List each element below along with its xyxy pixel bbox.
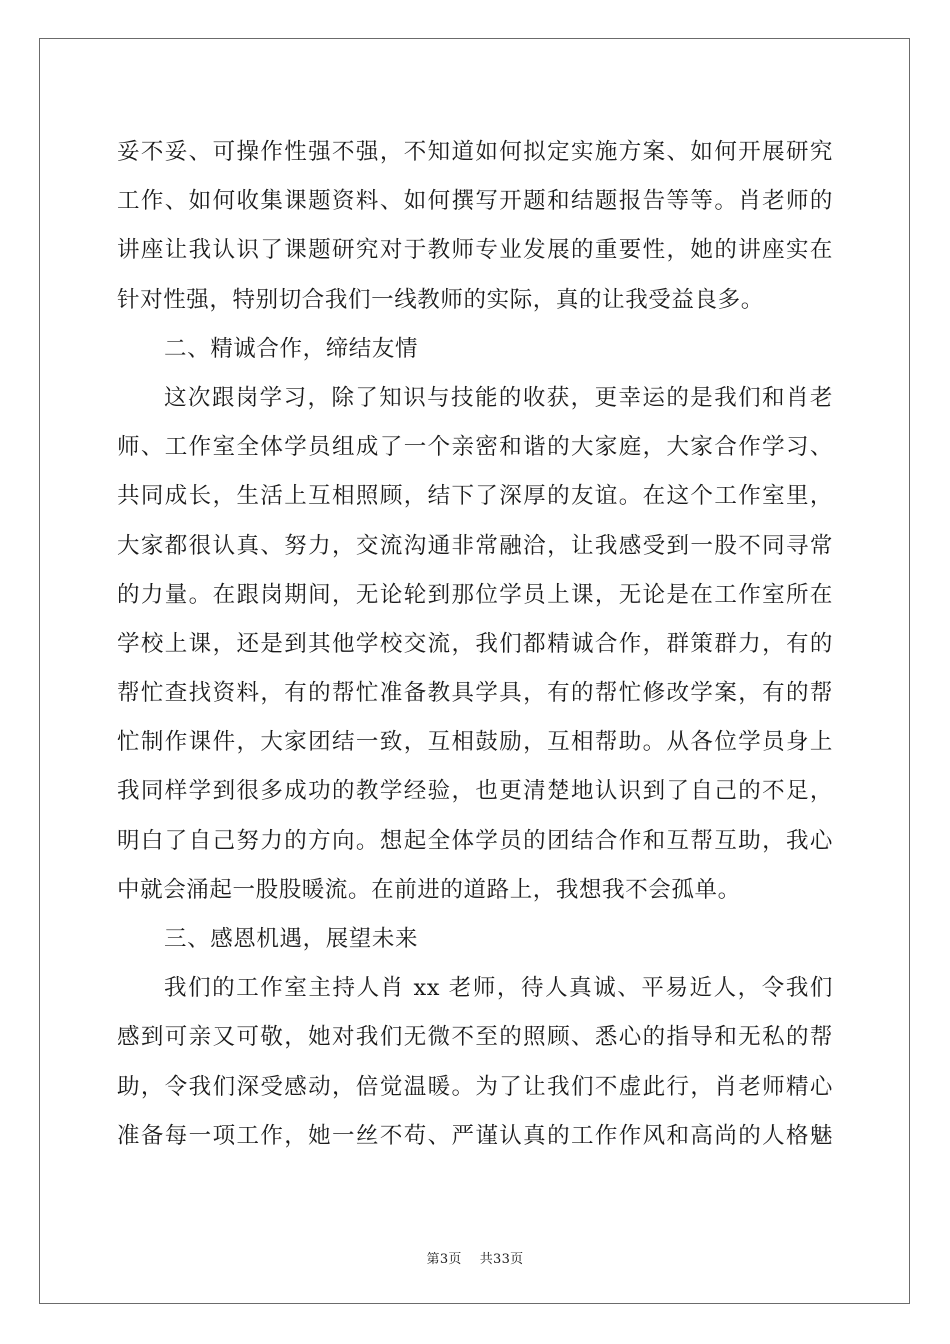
text-line: 的力量。在跟岗期间，无论轮到那位学员上课，无论是在工作室所在 [117, 581, 833, 608]
text-line: 工作、如何收集课题资料、如何撰写开题和结题报告等等。肖老师的 [117, 188, 833, 215]
text-line: 针对性强，特别切合我们一线教师的实际，真的让我受益良多。 [117, 286, 764, 313]
text-line: 我同样学到很多成功的教学经验，也更清楚地认识到了自己的不足， [117, 778, 833, 805]
section-heading: 二、精诚合作，缔结友情 [164, 335, 419, 362]
text-line: 准备每一项工作，她一丝不苟、严谨认真的工作作风和高尚的人格魅 [117, 1122, 833, 1149]
text-line: 明白了自己努力的方向。想起全体学员的团结合作和互帮互助，我心 [117, 827, 833, 854]
page-number: 第3页 [426, 1252, 462, 1267]
text-line: 大家都很认真、努力，交流沟通非常融洽，让我感受到一股不同寻常 [117, 532, 833, 559]
text-line: 中就会涌起一股股暖流。在前进的道路上，我想我不会孤单。 [117, 876, 741, 903]
document-body [117, 128, 833, 1161]
text-line: 共同成长，生活上互相照顾，结下了深厚的友谊。在这个工作室里， [117, 483, 833, 510]
page-total: 共33页 [479, 1252, 524, 1267]
text-line: 帮忙查找资料，有的帮忙准备教具学具，有的帮忙修改学案，有的帮 [117, 680, 833, 707]
text-line: 助，令我们深受感动，倍觉温暖。为了让我们不虚此行，肖老师精心 [117, 1073, 833, 1100]
text-line: 讲座让我认识了课题研究对于教师专业发展的重要性，她的讲座实在 [117, 237, 833, 264]
section-heading: 三、感恩机遇，展望未来 [164, 926, 419, 952]
text-line: 学校上课，还是到其他学校交流，我们都精诚合作，群策群力，有的 [117, 630, 833, 657]
page-footer [0, 1248, 950, 1267]
text-line: 我们的工作室主持人肖 xx 老师，待人真诚、平易近人，令我们 [164, 975, 833, 1002]
text-line: 忙制作课件，大家团结一致，互相鼓励，互相帮助。从各位学员身上 [117, 729, 833, 756]
text-line: 师、工作室全体学员组成了一个亲密和谐的大家庭，大家合作学习、 [117, 434, 833, 461]
text-line: 感到可亲又可敬，她对我们无微不至的照顾、悉心的指导和无私的帮 [117, 1024, 833, 1051]
text-line: 这次跟岗学习，除了知识与技能的收获，更幸运的是我们和肖老 [164, 384, 833, 411]
text-line: 妥不妥、可操作性强不强，不知道如何拟定实施方案、如何开展研究 [117, 139, 833, 165]
